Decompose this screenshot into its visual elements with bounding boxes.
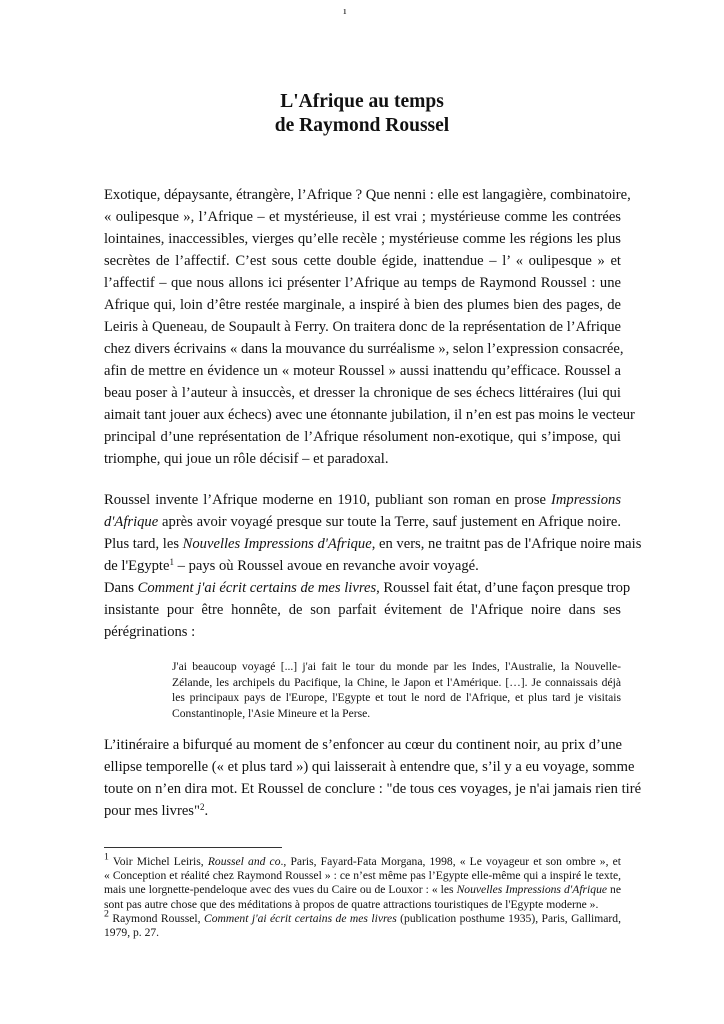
text-run: beau poser à l’auteur à insuccès, et dresser la chronique de ses échecs littéraires (lui qui <box>104 385 621 401</box>
text-line <box>104 426 621 448</box>
text-run: aimait tant jouer aux échecs) avec une étonnante jubilation, il n’en est pas moins le vecteur <box>104 407 635 423</box>
text-run: secrètes de l’affectif. C’est sous cette double égide, inattendue – l’ « oulipesque » et <box>104 253 621 269</box>
text-line <box>104 272 621 294</box>
text-line <box>104 800 621 822</box>
text-line <box>104 294 621 316</box>
text-line <box>104 404 635 426</box>
italic-title: Nouvelles Impressions d'Afrique <box>456 883 608 897</box>
text-line <box>104 599 621 621</box>
text-line <box>104 577 631 599</box>
text-run: . <box>204 803 209 819</box>
text-run: 1979, p. 27. <box>104 925 160 939</box>
text-line <box>104 734 621 756</box>
text-line <box>104 316 621 338</box>
footnote-separator <box>104 847 282 848</box>
text-run: Zélande, les archipels du Pacifique, la Chine, le Japon et l'Amérique. […]. Je connaissais déjà <box>172 675 621 689</box>
text-run: toute on n’en dira mot. Et Roussel de conclure : "de tous ces voyages, je n'ai jamais rien tiré <box>104 781 642 797</box>
text-line <box>104 228 621 250</box>
italic-title: Roussel and co <box>207 855 281 868</box>
paragraph-itinerary <box>104 734 642 822</box>
paragraph-impressions <box>104 489 642 643</box>
text-line <box>104 898 621 912</box>
text-run: triomphe, qui joue un rôle décisif – et paradoxal. <box>104 451 389 467</box>
title-line-1: L'Afrique au temps <box>280 91 444 112</box>
footnotes <box>104 851 622 940</box>
text-run: mais une lorgnette-pendeloque avec des vues du Caire ou de Louxor : « les <box>104 883 457 897</box>
text-run: lointaines, inaccessibles, vierges qu’elle recèle ; mystérieuse comme les régions les plus <box>104 231 621 247</box>
text-run: chez divers écrivains « dans la mouvance du surréalisme », selon l’expression consacrée, <box>104 341 624 357</box>
text-run: Plus tard, les <box>104 536 183 552</box>
text-line <box>104 489 621 511</box>
text-run: insistante pour être honnête, de son parfait évitement de l'Afrique noire dans ses <box>104 602 621 618</box>
text-line <box>104 206 621 228</box>
text-line <box>104 448 621 470</box>
text-run: après avoir voyagé presque sur toute la Terre, sauf justement en Afrique noire. <box>158 514 621 530</box>
text-line <box>104 908 621 926</box>
text-run: Exotique, dépaysante, étrangère, l’Afrique ? Que nenni : elle est langagière, combinatoire, <box>104 187 631 203</box>
text-run: Dans <box>104 580 138 596</box>
text-run: Raymond Roussel, <box>108 911 204 925</box>
page-number: 1 <box>343 8 347 16</box>
footnote-ref: 1 <box>104 851 109 863</box>
block-quote <box>172 659 621 721</box>
text-run: pour mes livres" <box>104 803 200 819</box>
text-line <box>104 250 621 272</box>
text-run: ., Paris, Fayard-Fata Morgana, 1998, « Le voyageur et son ombre », et <box>280 855 622 868</box>
italic-title: Nouvelles Impressions d'Afrique <box>182 536 372 552</box>
text-run: J'ai beaucoup voyagé [...] j'ai fait le tour du monde par les Indes, l'Australie, la Nouvelle- <box>172 660 621 673</box>
italic-title: d'Afrique <box>104 514 159 530</box>
text-run: Roussel invente l’Afrique moderne en 1910, publiant son roman en prose <box>104 492 551 508</box>
text-line <box>104 883 621 897</box>
text-run: Constantinople, l'Asie Mineure et la Perse. <box>172 706 371 720</box>
text-line <box>104 533 642 555</box>
text-line <box>172 675 621 691</box>
text-run: , en vers, ne traitnt pas de l'Afrique noire mais <box>371 536 642 552</box>
text-line <box>104 360 621 382</box>
text-line <box>104 621 621 643</box>
footnote-ref: 1 <box>169 557 174 568</box>
text-line <box>172 690 621 706</box>
text-line <box>104 869 621 883</box>
text-run: sont pas autre chose que des méditations à propos de quatre attractions touristiques de l'Egypte moderne ». <box>104 897 599 911</box>
document-title <box>0 90 724 138</box>
paragraph-intro <box>104 184 635 470</box>
text-line <box>104 382 621 404</box>
text-line <box>172 706 621 722</box>
italic-title: Comment j'ai écrit certains de mes livres <box>203 911 397 925</box>
text-line <box>104 555 621 577</box>
text-line <box>104 338 624 360</box>
text-run: ellipse temporelle (« et plus tard ») qui laisserait à entendre que, s’il y a eu voyage, somme <box>104 759 635 775</box>
italic-title: Comment j'ai écrit certains de mes livres <box>137 580 377 596</box>
text-run: pérégrinations : <box>104 624 196 640</box>
text-run: principal d’une représentation de l’Afrique résolument non-exotique, qui s’impose, qui <box>104 429 621 445</box>
text-run: « Conception et réalité chez Raymond Roussel » : ce n’est même pas l’Egypte elle-même qui a inspiré le texte, <box>104 869 621 883</box>
text-run: Leiris à Queneau, de Soupault à Ferry. On traitera donc de la représentation de l’Afrique <box>104 319 621 335</box>
text-run: Voir Michel Leiris, <box>108 855 208 868</box>
text-run: les principaux pays de l'Europe, l'Egypte et tout le nord de l'Afrique, et plus tard je visitais <box>172 691 621 704</box>
text-line <box>104 756 635 778</box>
text-run: « oulipesque », l’Afrique – et mystérieuse, il est vrai ; mystérieuse comme les contrées <box>104 209 621 225</box>
text-line <box>172 659 621 675</box>
text-line <box>104 184 631 206</box>
text-run: afin de mettre en évidence un « moteur Roussel » aussi inattendu qu’efficace. Roussel a <box>104 363 621 379</box>
text-line <box>104 778 642 800</box>
text-run: L’itinéraire a bifurqué au moment de s’enfoncer au cœur du continent noir, au prix d’une <box>104 737 622 753</box>
text-line <box>104 926 621 940</box>
text-run: , Roussel fait état, d’une façon presque trop <box>376 580 631 596</box>
text-line <box>104 511 621 533</box>
text-run: l’affectif – que nous allons ici présenter l’Afrique au temps de Raymond Roussel : une <box>104 275 621 291</box>
text-run: (publication posthume 1935), Paris, Gallimard, <box>396 911 621 925</box>
text-line <box>104 851 622 869</box>
text-run: Afrique qui, loin d’être restée marginale, a inspiré à bien des plumes bien des pages, de <box>104 297 621 313</box>
footnote-ref: 2 <box>104 908 109 920</box>
title-line-2: de Raymond Roussel <box>274 115 450 136</box>
italic-title: Impressions <box>551 492 621 508</box>
text-run: ne <box>607 883 622 897</box>
text-run: – pays où Roussel avoue en revanche avoir voyagé. <box>173 558 479 574</box>
text-run: de l'Egypte <box>104 558 170 574</box>
footnote-ref: 2 <box>199 802 205 813</box>
